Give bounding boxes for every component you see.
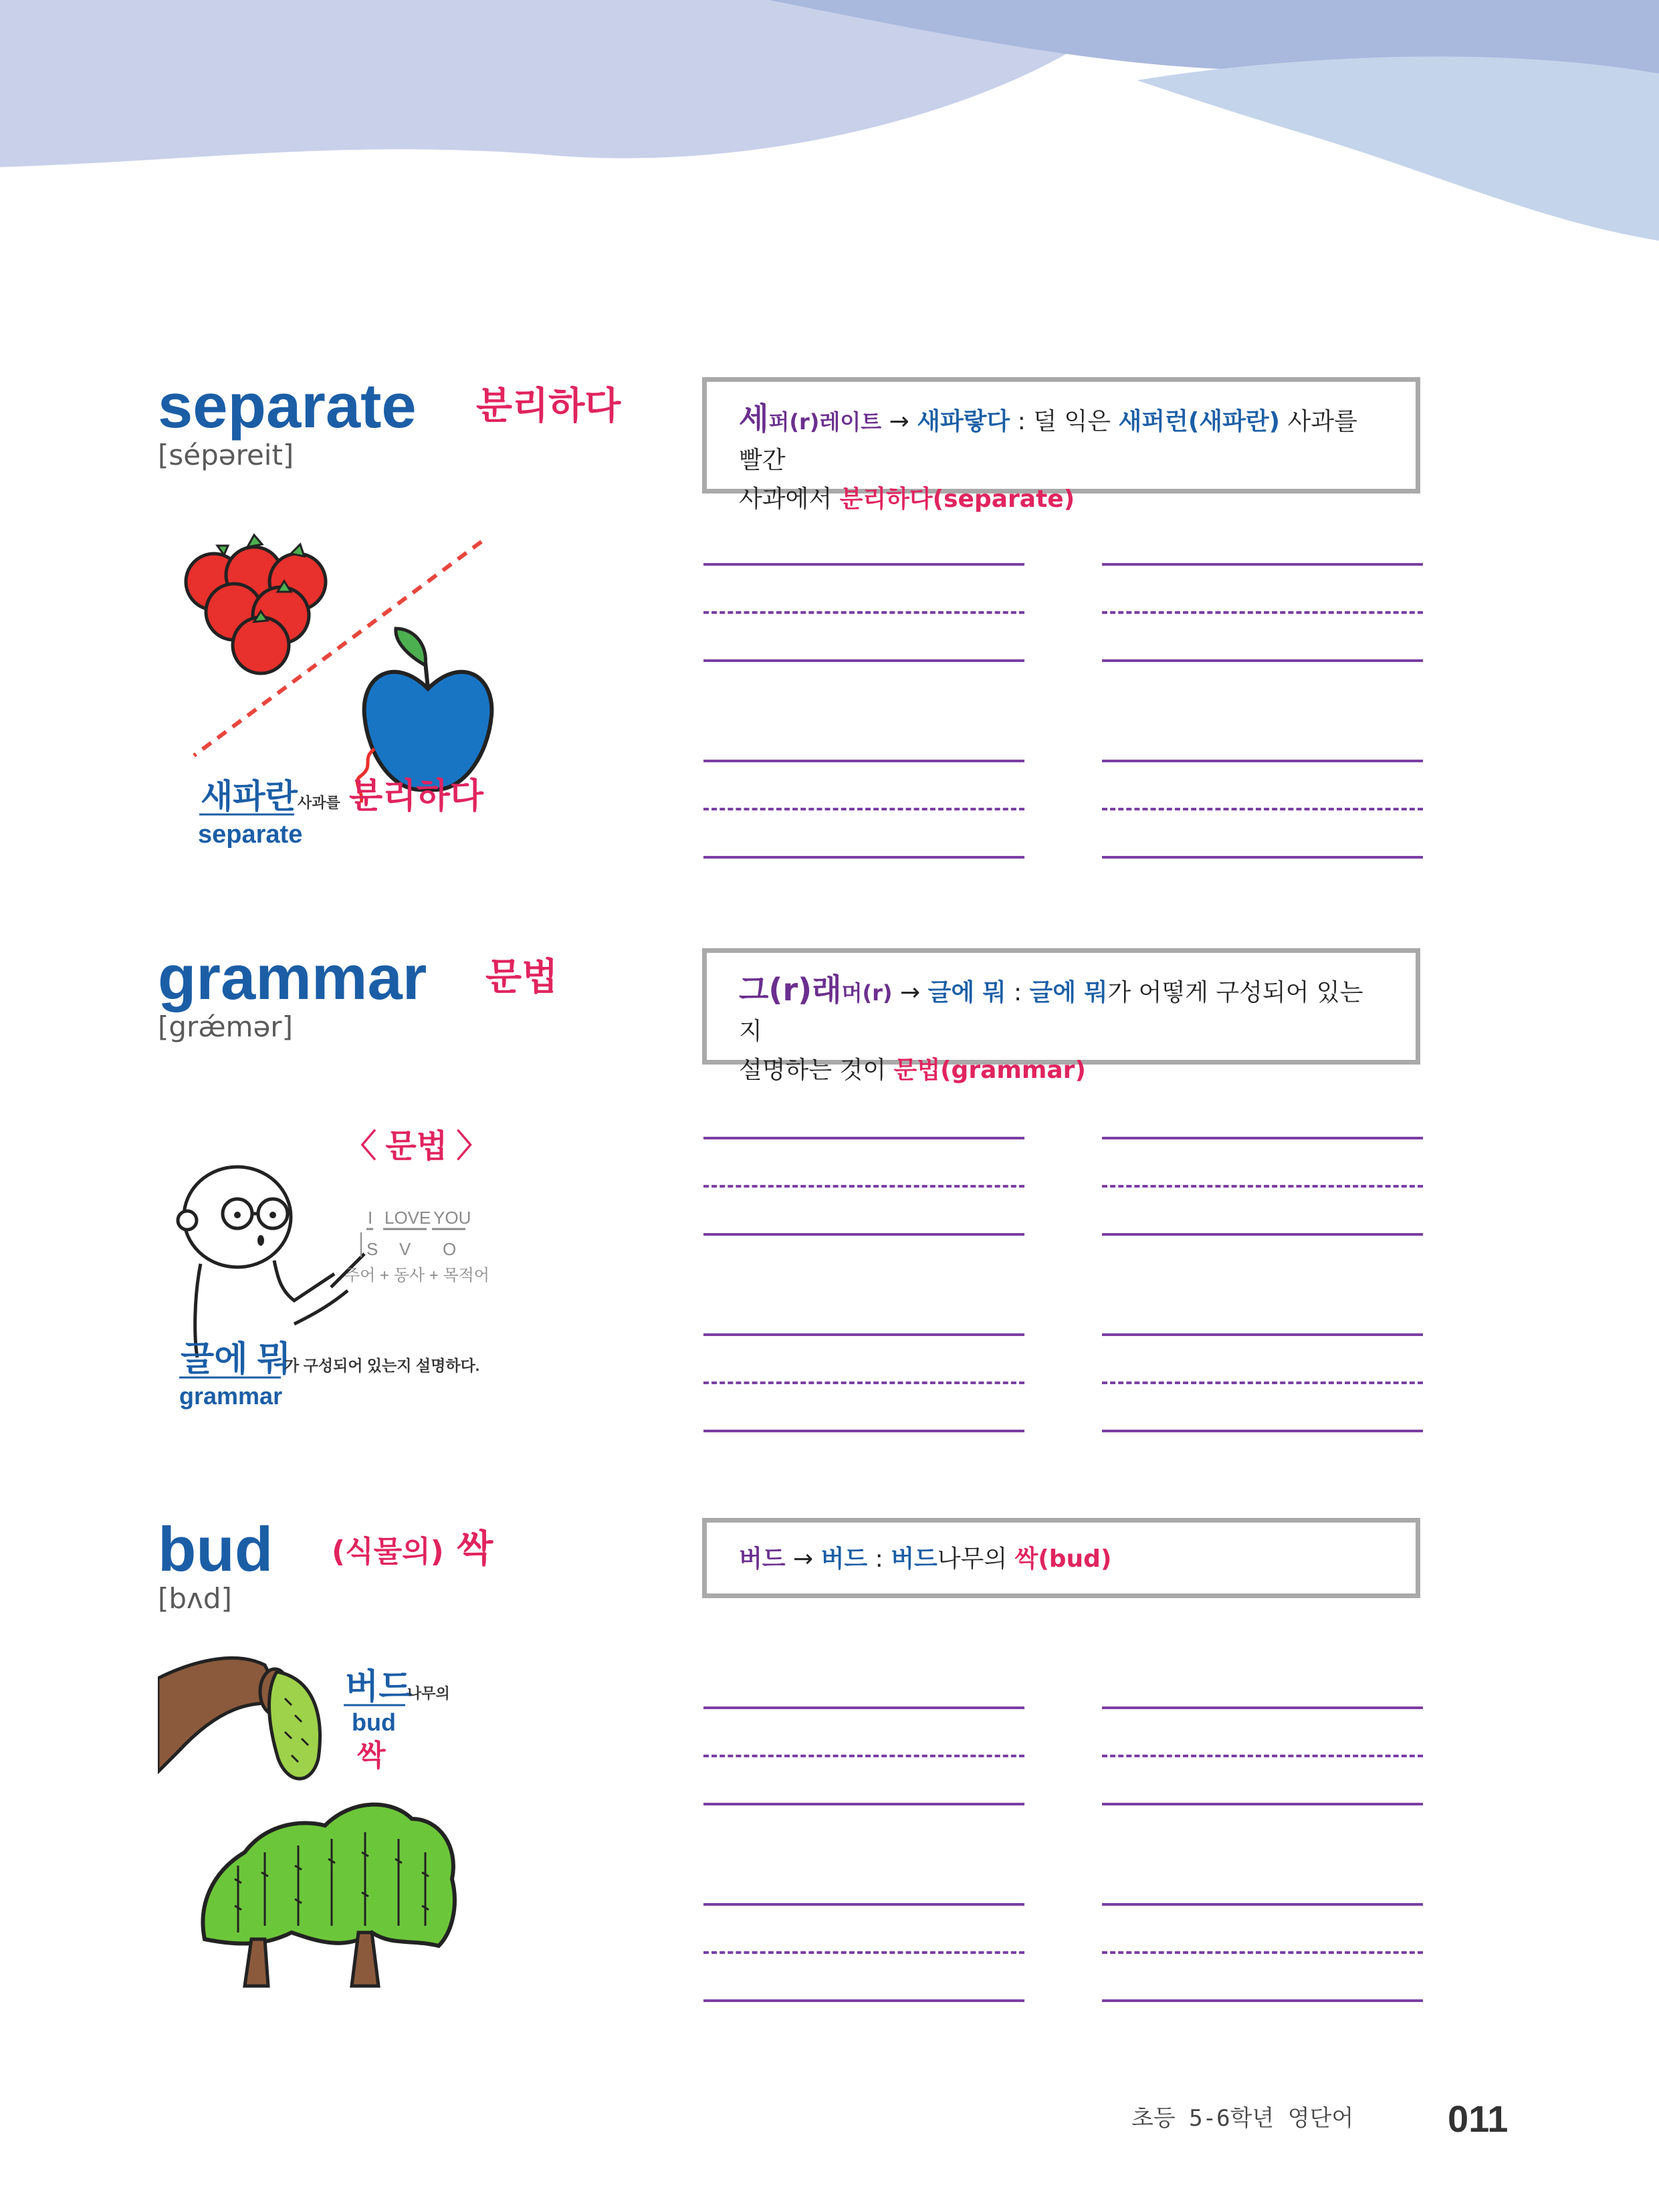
mnemonic-box xyxy=(702,377,1420,513)
illustration-caption-main: 새파란 xyxy=(201,778,298,815)
mnemonic-answer: 싹(bud) xyxy=(1014,1545,1112,1573)
practice-lines[interactable] xyxy=(1102,760,1423,857)
entry-meaning xyxy=(332,1527,493,1571)
illustration-caption-main: 글에 뭐 xyxy=(181,1340,292,1379)
mnemonic-syllable: 그(r)래 xyxy=(739,972,842,1008)
mnemonic-keyword: 글에 뭐 xyxy=(1029,979,1108,1006)
bud-icon xyxy=(269,1672,320,1779)
board-word: I xyxy=(368,1208,373,1228)
entry-pronunciation: [grǽmər] xyxy=(158,1010,293,1043)
mnemonic-text: 사과를 빨간 xyxy=(739,408,1357,474)
practice-lines[interactable] xyxy=(703,1137,1024,1234)
willow-tree-icon xyxy=(203,1805,455,1986)
practice-lines[interactable] xyxy=(1102,1903,1423,2001)
illustration-caption-english: grammar xyxy=(179,1382,283,1410)
illustration-caption-mid: 사과를 xyxy=(298,794,340,811)
person-icon xyxy=(178,1167,364,1357)
meaning-main: 싹 xyxy=(457,1527,493,1571)
board-role: O xyxy=(443,1239,457,1259)
mnemonic-text: 나무의 xyxy=(937,1545,1015,1573)
practice-lines[interactable] xyxy=(703,1333,1024,1431)
illustration-caption-english: bud xyxy=(352,1708,396,1736)
red-apple-icon xyxy=(186,535,326,673)
mnemonic-text: : 덜 익은 xyxy=(1010,408,1119,435)
illustration-caption-english: separate xyxy=(198,820,303,849)
illustration-caption-verb: 분리하다 xyxy=(349,777,483,816)
illustration-caption-rest: 가 구성되어 있는지 설명하다. xyxy=(284,1357,480,1374)
mnemonic-keyword: 새퍼런(새파란) xyxy=(1118,408,1281,435)
mnemonic-text: 설명하는 것이 xyxy=(739,1057,894,1084)
practice-lines[interactable] xyxy=(1102,1706,1423,1804)
mnemonic-answer: 문법(grammar) xyxy=(893,1057,1086,1084)
practice-lines[interactable] xyxy=(703,563,1024,661)
board-word: LOVE xyxy=(384,1208,431,1228)
mnemonic-syllable: 퍼(r)레이트 xyxy=(768,409,882,435)
mnemonic-box xyxy=(702,948,1420,1084)
illustration-caption-main: 버드 xyxy=(345,1668,413,1706)
mnemonic-answer: 분리하다(separate) xyxy=(839,485,1075,513)
illustration-caption-korean: 싹 xyxy=(357,1739,386,1772)
entry-meaning: 분리하다 xyxy=(476,384,621,428)
practice-lines[interactable] xyxy=(1102,563,1423,661)
mnemonic-keyword: 글에 뭐 xyxy=(927,979,1006,1006)
board-role: S xyxy=(366,1239,378,1259)
mnemonic-syllable: 세 xyxy=(739,401,769,437)
illustration-teacher xyxy=(160,1123,522,1418)
practice-lines[interactable] xyxy=(703,760,1024,857)
mnemonic-syllable: 머(r) xyxy=(841,980,893,1006)
mnemonic-syllable: 버드 xyxy=(739,1545,786,1573)
illustration-caption-small: 나무의 xyxy=(407,1685,450,1702)
mnemonic-keyword: 버드 xyxy=(820,1545,868,1573)
mnemonic-keyword: 버드 xyxy=(891,1545,937,1573)
page-number: 011 xyxy=(1448,2098,1509,2140)
book-title: 초등 5-6학년 영단어 xyxy=(1131,2105,1354,2132)
mnemonic-keyword: 새파랗다 xyxy=(917,408,1010,435)
header-wave xyxy=(0,0,1659,281)
entry-pronunciation: [bʌd] xyxy=(158,1582,232,1615)
mnemonic-text: 사과에서 xyxy=(739,485,840,513)
entry-meaning: 문법 xyxy=(485,956,558,999)
illustration-willow xyxy=(158,1652,519,1999)
entry-word: grammar xyxy=(158,942,427,1012)
mnemonic-arrow: → xyxy=(881,408,917,435)
board-role: V xyxy=(399,1239,411,1259)
mnemonic-text: : xyxy=(1006,979,1030,1006)
practice-lines[interactable] xyxy=(1102,1137,1423,1234)
board-korean: 주어 + 동사 + 목적어 xyxy=(344,1266,489,1285)
meaning-prefix: (식물의) xyxy=(332,1535,444,1569)
mnemonic-box xyxy=(702,1518,1420,1598)
mnemonic-arrow: → xyxy=(785,1545,821,1573)
practice-lines[interactable] xyxy=(1102,1333,1423,1431)
entry-word: bud xyxy=(158,1514,273,1584)
board-word: YOU xyxy=(433,1208,471,1228)
practice-lines[interactable] xyxy=(703,1903,1024,2001)
board-title: 〈 문법 〉 xyxy=(344,1129,489,1164)
mnemonic-text: 가 어떻게 구성되어 있는지 xyxy=(739,979,1363,1045)
practice-lines[interactable] xyxy=(703,1706,1024,1804)
mnemonic-text: : xyxy=(867,1545,891,1573)
entry-word: separate xyxy=(158,370,417,441)
entry-pronunciation: [sépəreit] xyxy=(158,439,294,471)
mnemonic-arrow: → xyxy=(892,979,928,1006)
illustration-apples xyxy=(160,528,522,863)
blue-apple-icon xyxy=(364,629,492,790)
